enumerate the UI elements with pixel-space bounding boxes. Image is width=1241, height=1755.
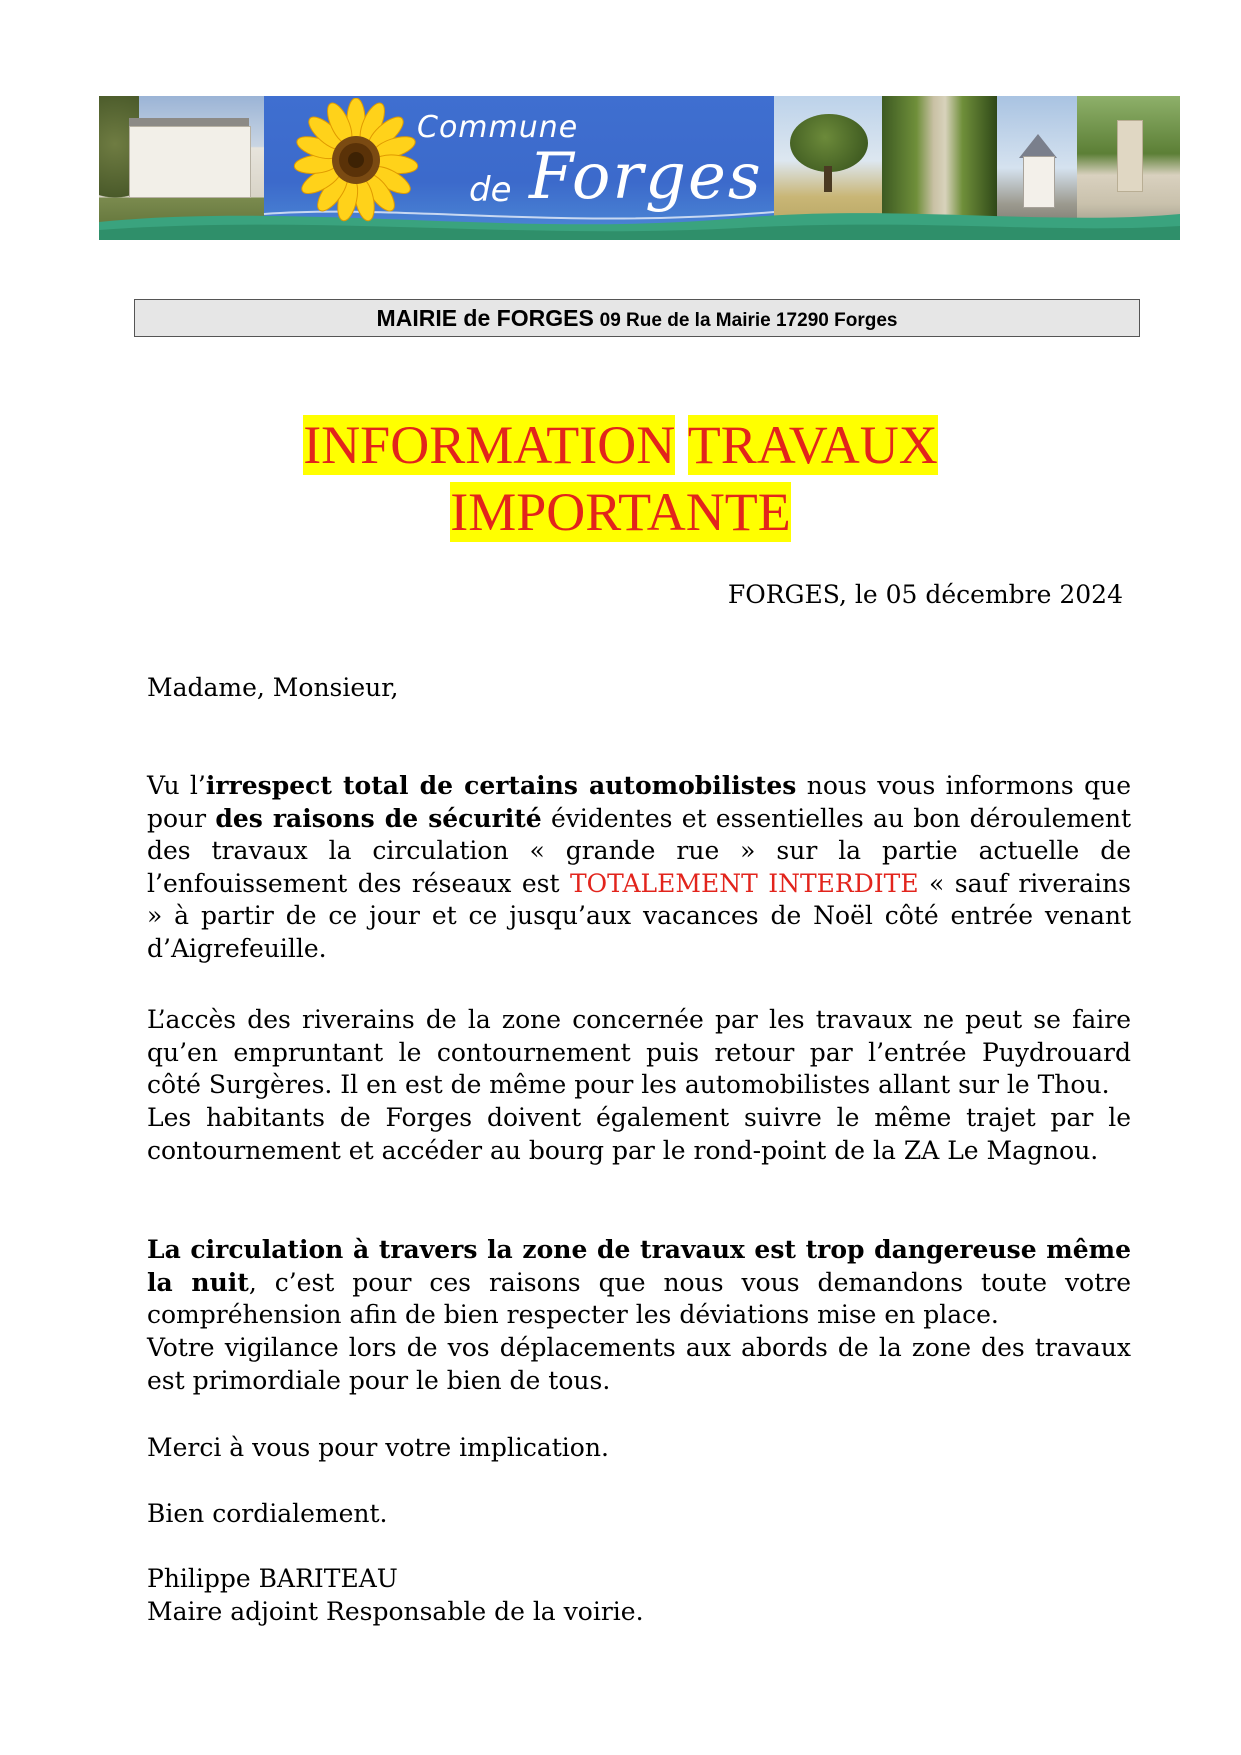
mairie-address: 09 Rue de la Mairie 17290 Forges [599,310,898,331]
totalement-interdite-text: TOTALEMENT INTERDITE [569,868,919,898]
paragraph-acces-riverains: L’accès des riverains de la zone concernée par les travaux ne peut se faire qu’en empruntant le contournement puis retour par l’entrée Puydrouard côté Surgères. Il en est de même pour les automobilistes allant sur le Thou. [147,1005,1131,1100]
title-word-travaux: TRAVAUX [687,415,938,475]
paragraph-danger: La circulation à travers la zone de travaux est trop dangereuse même la nuit, c’est pour ces raisons que nous vous demandons toute votre compréhension afin de bien respecter les déviations mise en place. [147,1235,1131,1330]
salutation: Madame, Monsieur, [147,673,399,702]
signer-role: Maire adjoint Responsable de la voirie. [147,1597,644,1626]
mairie-name: MAIRIE de FORGES [376,305,594,331]
title-word-information: INFORMATION [303,415,676,475]
paragraph-habitants: Les habitants de Forges doivent également suivre le même trajet par le contournement et accéder au bourg par le rond-point de la ZA Le Magnou. [147,1103,1131,1165]
paragraph-interdiction: Vu l’irrespect total de certains automobilistes nous vous informons que pour des raisons de sécurité évidentes et essentielles au bon déroulement des travaux la circulation « grande rue » sur la partie actuelle de l’enfouissement des réseaux est TOTALEMENT INTERDITE « sauf riverains » à partir de ce jour et ce jusqu’aux vacances de Noël côté entrée venant d’Aigrefeuille. [147,771,1132,963]
letter-date: FORGES, le 05 décembre 2024 [727,580,1123,609]
mairie-address-box [134,299,1140,337]
thanks-line: Merci à vous pour votre implication. [147,1433,609,1462]
sunflower-logo [292,98,420,226]
page-title [0,412,1241,546]
commune-banner [99,96,1180,240]
closing-line: Bien cordialement. [147,1499,388,1528]
title-word-importante: IMPORTANTE [450,482,791,542]
logo-commune-text: Commune [417,110,579,145]
logo-forges-text: Forges [529,140,763,214]
signer-name: Philippe BARITEAU [147,1564,398,1593]
logo-de-text: de [469,170,512,210]
paragraph-vigilance: Votre vigilance lors de vos déplacements aux abords de la zone des travaux est primordiale pour le bien de tous. [147,1333,1131,1395]
